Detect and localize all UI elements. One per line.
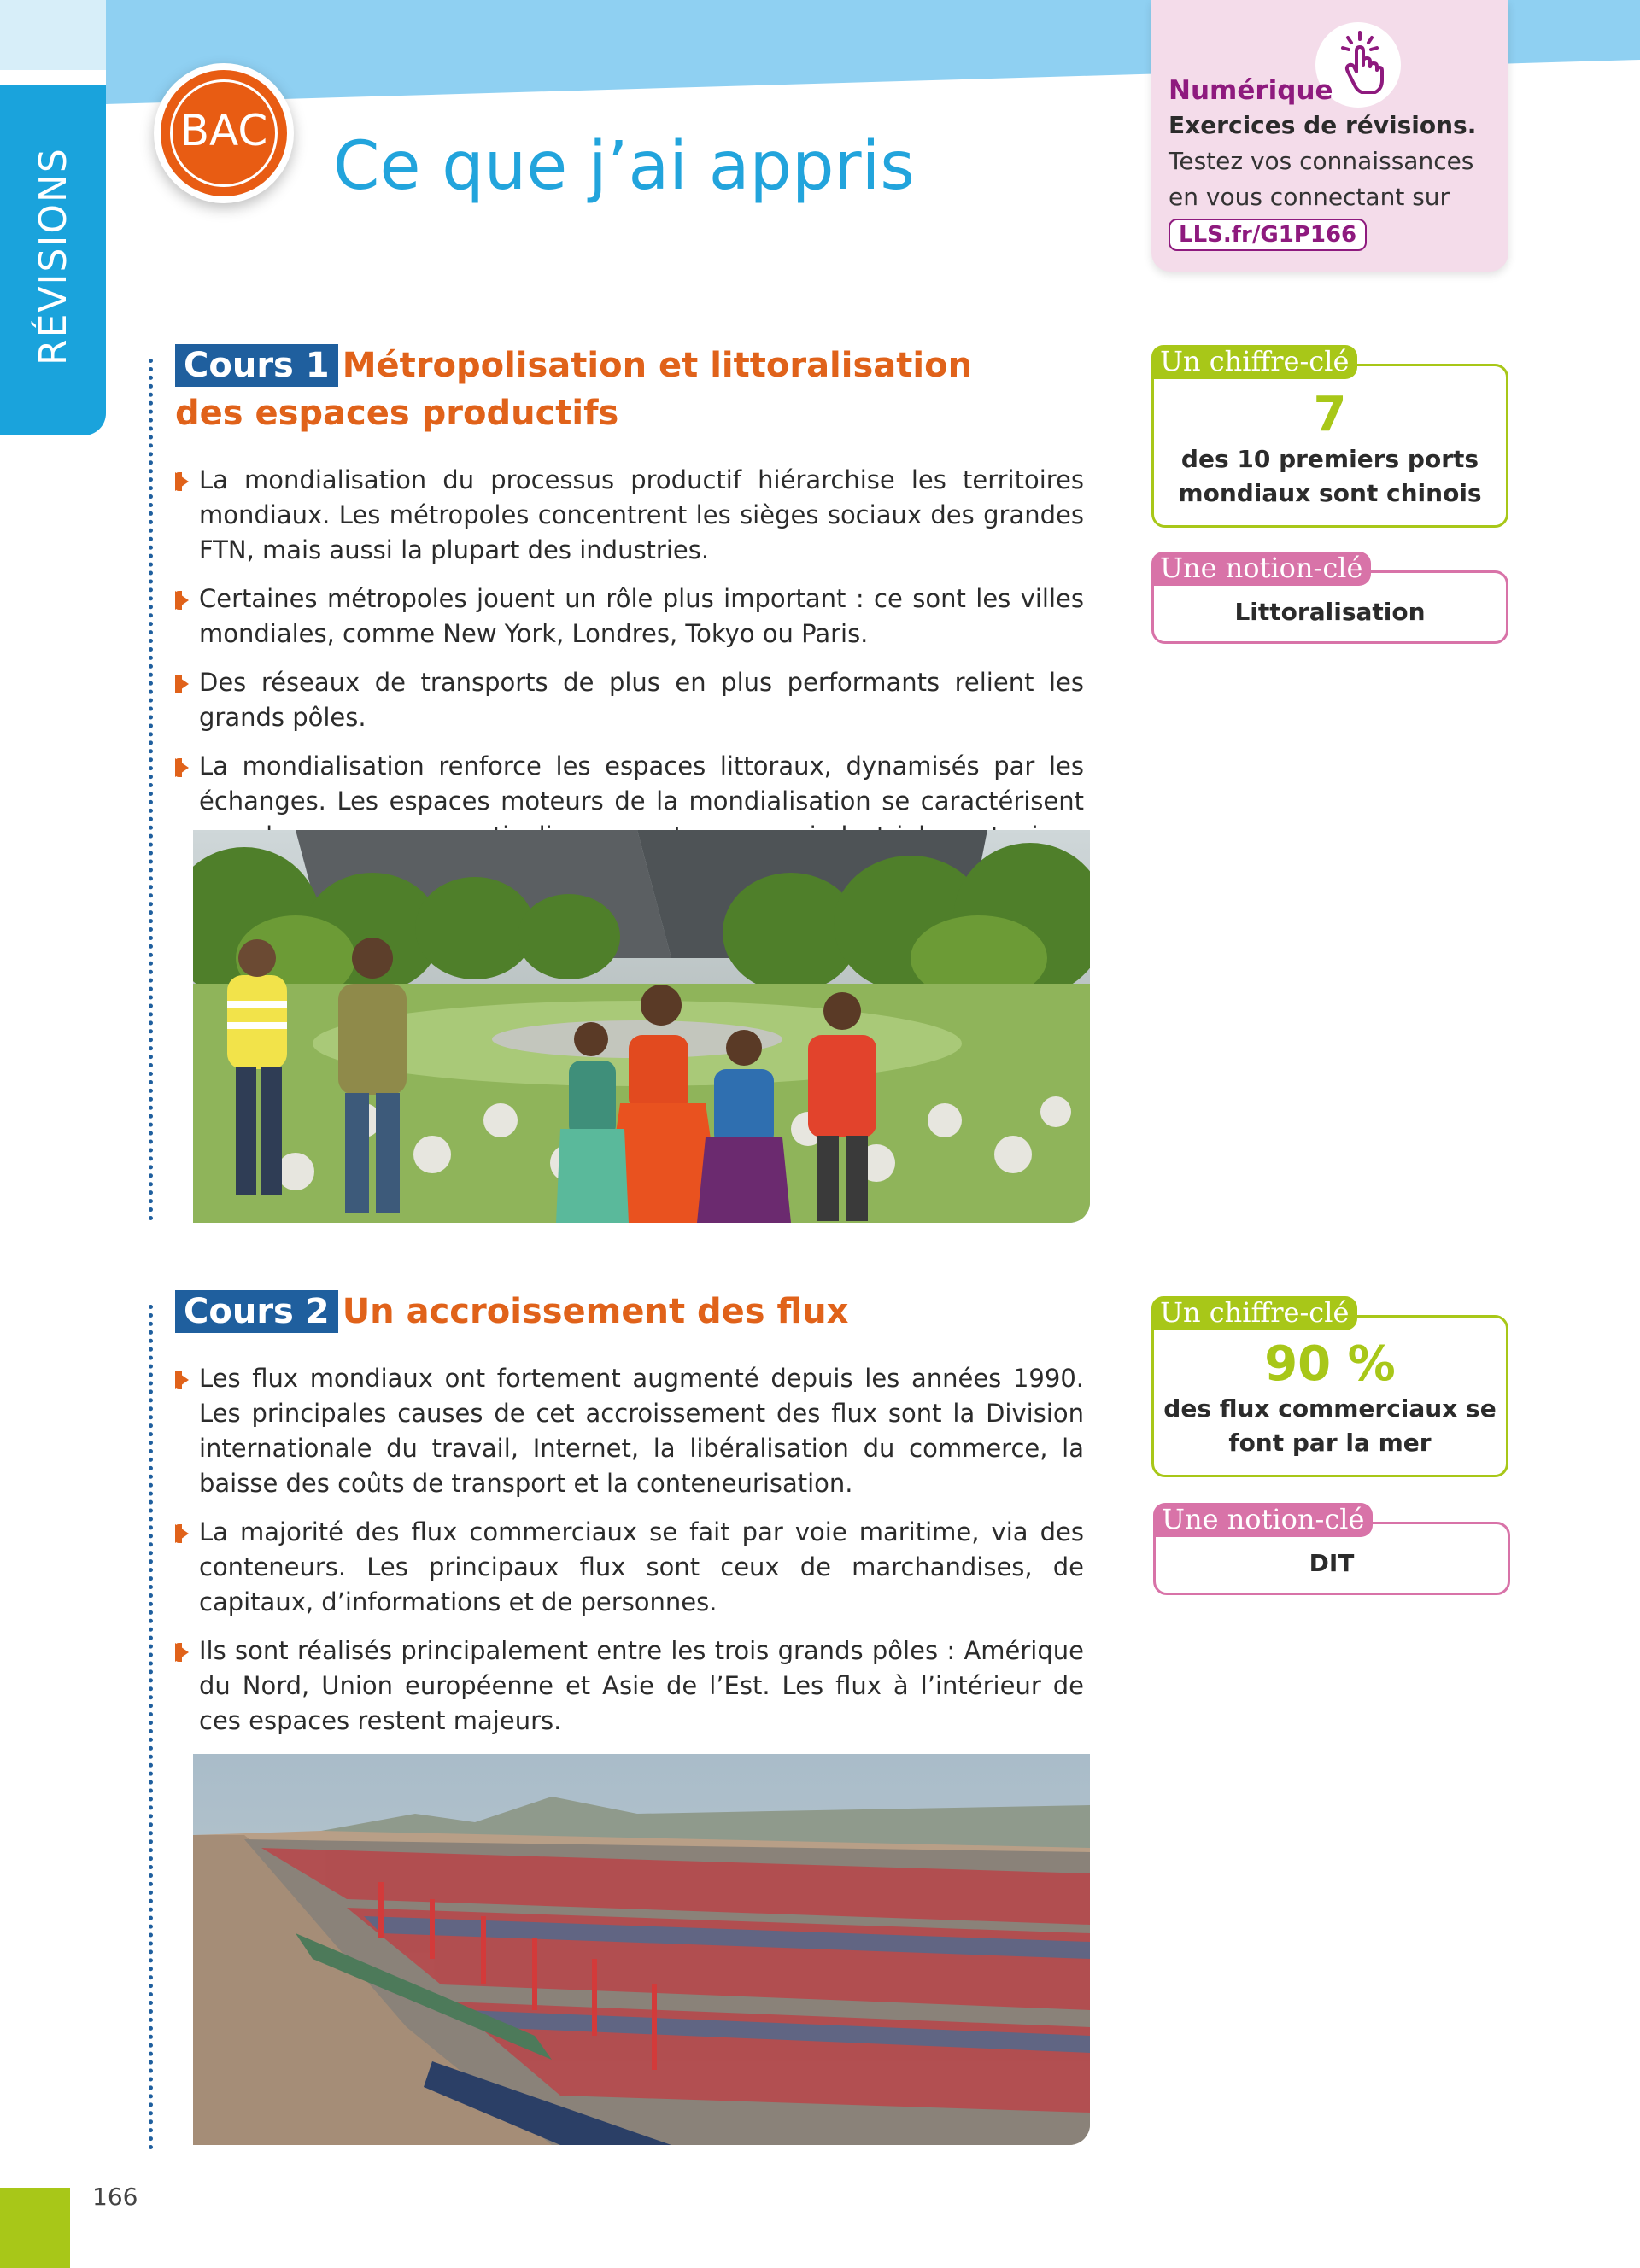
cours1-rail	[149, 359, 153, 1221]
page-number-bar	[0, 2188, 70, 2268]
bullet-arrow-icon	[175, 1524, 189, 1543]
cours1-title-line1: Métropolisation et littoralisation	[342, 346, 973, 385]
bac-badge-text: BAC	[179, 106, 268, 155]
side-tab-label: RÉVISIONS	[32, 147, 75, 365]
cours2-rail	[149, 1305, 153, 2150]
cours2-key-text-1: des flux commerciaux se	[1163, 1394, 1496, 1423]
cours1-title-line2: des espaces productifs	[175, 394, 619, 433]
cours1-key-figure-label: Un chiffre-clé	[1151, 345, 1357, 379]
cours2-key-notion-label: Une notion-clé	[1153, 1503, 1373, 1537]
cours2-key-notion-text: DIT	[1309, 1549, 1355, 1577]
bullet-arrow-icon	[175, 675, 189, 693]
cours1-header	[175, 342, 1115, 437]
cours1-key-text-1: des 10 premiers ports	[1180, 445, 1479, 473]
list-item: Des réseaux de transports de plus en plus performants relient les grands pôles.	[175, 665, 1084, 735]
bullet-arrow-icon	[175, 1371, 189, 1389]
cours2-key-figure-box	[1151, 1315, 1508, 1477]
numerique-line-2: Testez vos connaissances	[1168, 147, 1474, 175]
cours1-key-notion-label: Une notion-clé	[1151, 552, 1371, 586]
cours2-bullets	[175, 1361, 1084, 1752]
cours2-tag: Cours 2	[175, 1290, 338, 1333]
numerique-line-1: Exercices de révisions.	[1168, 111, 1477, 139]
page-title: Ce que j’ai appris	[333, 128, 915, 205]
list-item: La mondialisation du processus productif hiérarchise les territoires mondiaux. Les métropoles concentrent les sièges sociaux des grandes FTN, mais aussi la plupart des industries.	[175, 463, 1084, 568]
cours1-key-text-2: mondiaux sont chinois	[1178, 479, 1482, 507]
bullet-arrow-icon	[175, 1643, 189, 1662]
side-tab-top	[0, 0, 106, 70]
bullet-arrow-icon	[175, 472, 189, 491]
cours2-title: Un accroissement des flux	[342, 1292, 849, 1331]
numerique-link[interactable]: LLS.fr/G1P166	[1168, 219, 1367, 251]
list-item: La majorité des flux commerciaux se fait par voie maritime, via des conteneurs. Les principaux flux sont ceux de marchandises, de capitaux, d’informations et de personnes.	[175, 1515, 1084, 1620]
cours1-key-figure-box	[1151, 364, 1508, 528]
list-item: Ils sont réalisés principalement entre les trois grands pôles : Amérique du Nord, Union européenne et Asie de l’Est. Les flux à l’intérieur de ces espaces restent majeurs.	[175, 1634, 1084, 1739]
numerique-title: Numérique	[1168, 75, 1333, 106]
list-item: Certaines métropoles jouent un rôle plus important : ce sont les villes mondiales, comme New York, Londres, Tokyo ou Paris.	[175, 582, 1084, 652]
list-item: La mondialisation renforce les espaces littoraux, dynamisés par les échanges. Les espaces moteurs de la mondialisation se caractérisent	[175, 749, 1084, 889]
cours2-key-number: 90 %	[1264, 1336, 1396, 1392]
bullet-arrow-icon	[175, 758, 189, 777]
cours2-key-text-2: font par la mer	[1228, 1429, 1432, 1457]
photo-business-park	[193, 830, 1090, 1223]
page-number: 166	[92, 2183, 138, 2211]
numerique-line-3: en vous connectant sur	[1168, 183, 1450, 211]
cours2-key-figure-label: Un chiffre-clé	[1151, 1296, 1357, 1330]
bac-badge	[154, 63, 294, 203]
photo-container-port	[193, 1754, 1090, 2145]
bullet-arrow-icon	[175, 591, 189, 610]
cours1-key-notion-text: Littoralisation	[1234, 598, 1426, 626]
list-item: Les flux mondiaux ont fortement augmenté depuis les années 1990. Les principales causes de cet accroissement des flux sont la Division internationale du travail, Internet, la libéralisation du commerce, la baisse des coûts de transport et la conteneurisation.	[175, 1361, 1084, 1501]
cours1-tag: Cours 1	[175, 344, 338, 387]
cours2-header	[175, 1288, 1115, 1336]
cours1-key-number: 7	[1313, 387, 1347, 442]
